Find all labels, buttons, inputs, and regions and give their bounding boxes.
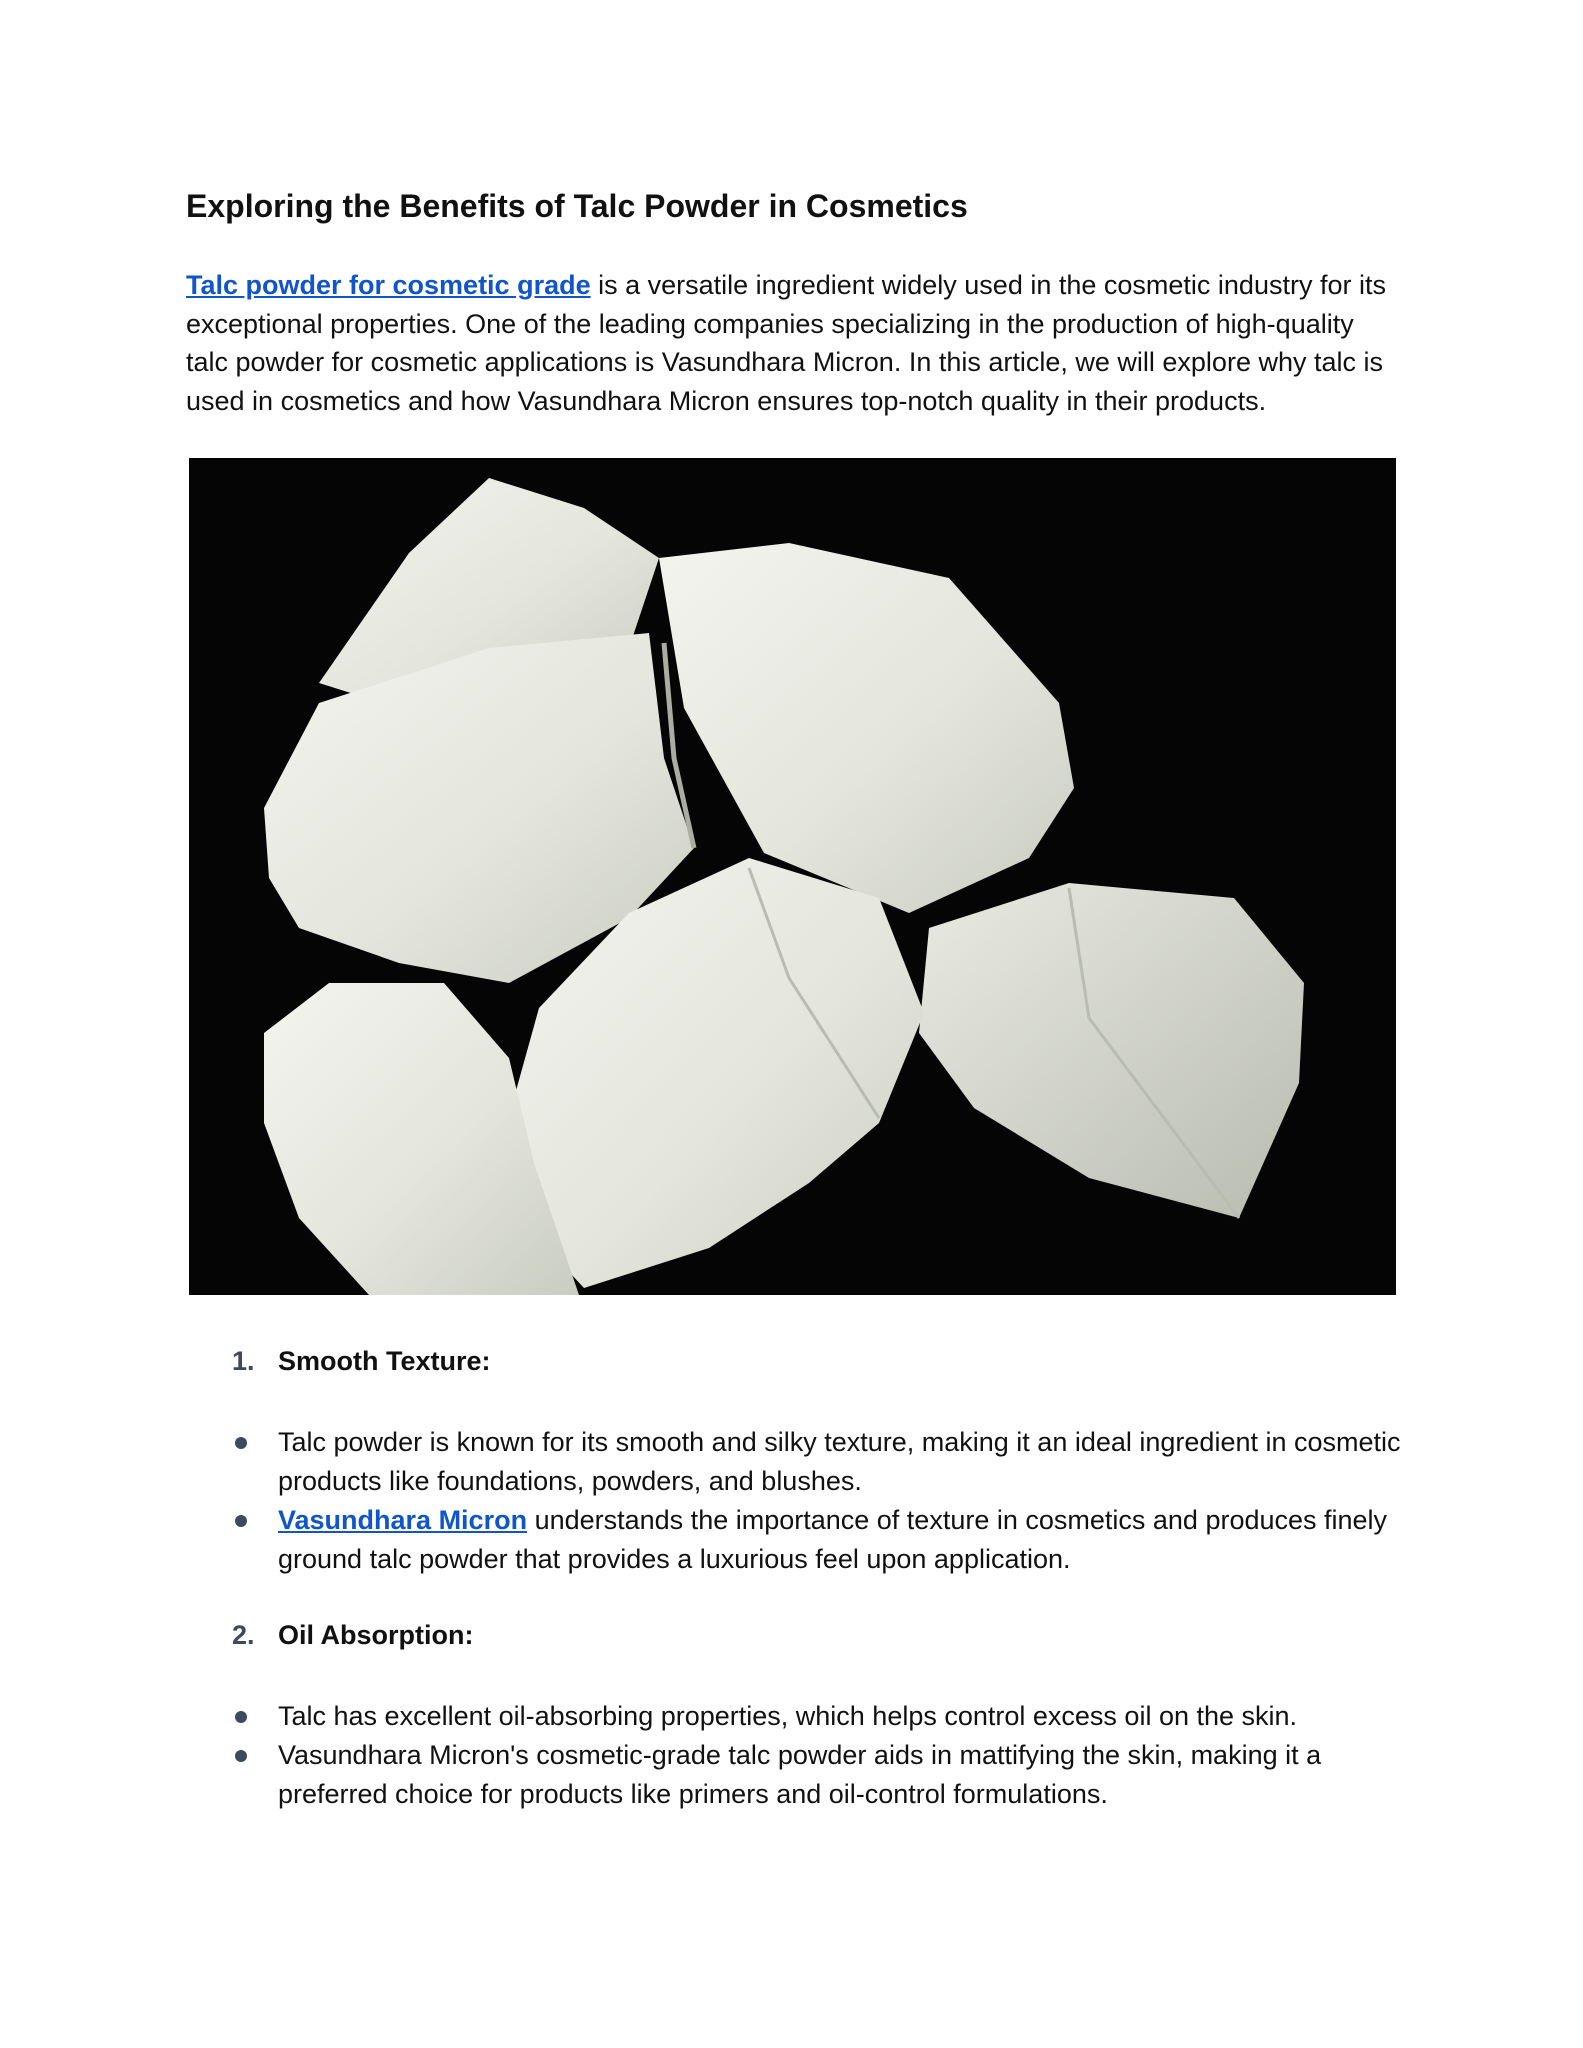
bullet-text: Vasundhara Micron's cosmetic-grade talc powder aids in mattifying the skin, making it a preferred choice for products like primers and oil-control formulations. — [278, 1740, 1322, 1809]
list-item — [186, 1423, 1406, 1501]
document-title: Exploring the Benefits of Talc Powder in Cosmetics — [186, 188, 968, 224]
bullet-text: understands the importance of texture in cosmetics and produces finely ground talc powder that provides a luxurious feel upon application. — [278, 1505, 1388, 1574]
list-item — [186, 1736, 1406, 1814]
vasundhara-micron-link[interactable]: Vasundhara Micron — [278, 1505, 528, 1535]
smooth-texture-bullet-list — [186, 1423, 1406, 1579]
bullet-icon — [235, 1750, 247, 1762]
section-heading-text: Smooth Texture: — [278, 1346, 491, 1376]
bullet-icon — [235, 1437, 247, 1449]
talc-powder-link[interactable]: Talc powder for cosmetic grade — [186, 270, 591, 300]
section-number: 1. — [232, 1346, 255, 1376]
bullet-icon — [235, 1711, 247, 1723]
intro-paragraph — [186, 266, 1401, 420]
list-item — [186, 1501, 1406, 1579]
section-number: 2. — [232, 1620, 255, 1650]
intro-text: is a versatile ingredient widely used in the cosmetic industry for its exceptional properties. One of the leading companies specializing in the production of high-quality talc powder for cosmetic applications is Vasundhara Micron. In this article, we will explore why talc is used in cosmetics and how Vasundhara Micron ensures top-notch quality in their products. — [186, 270, 1386, 416]
list-item — [186, 1697, 1406, 1736]
section-heading-text: Oil Absorption: — [278, 1620, 474, 1650]
oil-absorption-bullet-list — [186, 1697, 1406, 1814]
bullet-text: Talc has excellent oil-absorbing properties, which helps control excess oil on the skin. — [278, 1701, 1298, 1731]
bullet-text: Talc powder is known for its smooth and silky texture, making it an ideal ingredient in cosmetic products like foundations, powders, and blushes. — [278, 1427, 1401, 1496]
talc-stones-image — [189, 458, 1396, 1295]
talc-stones-illustration — [189, 458, 1396, 1295]
bullet-icon — [235, 1515, 247, 1527]
